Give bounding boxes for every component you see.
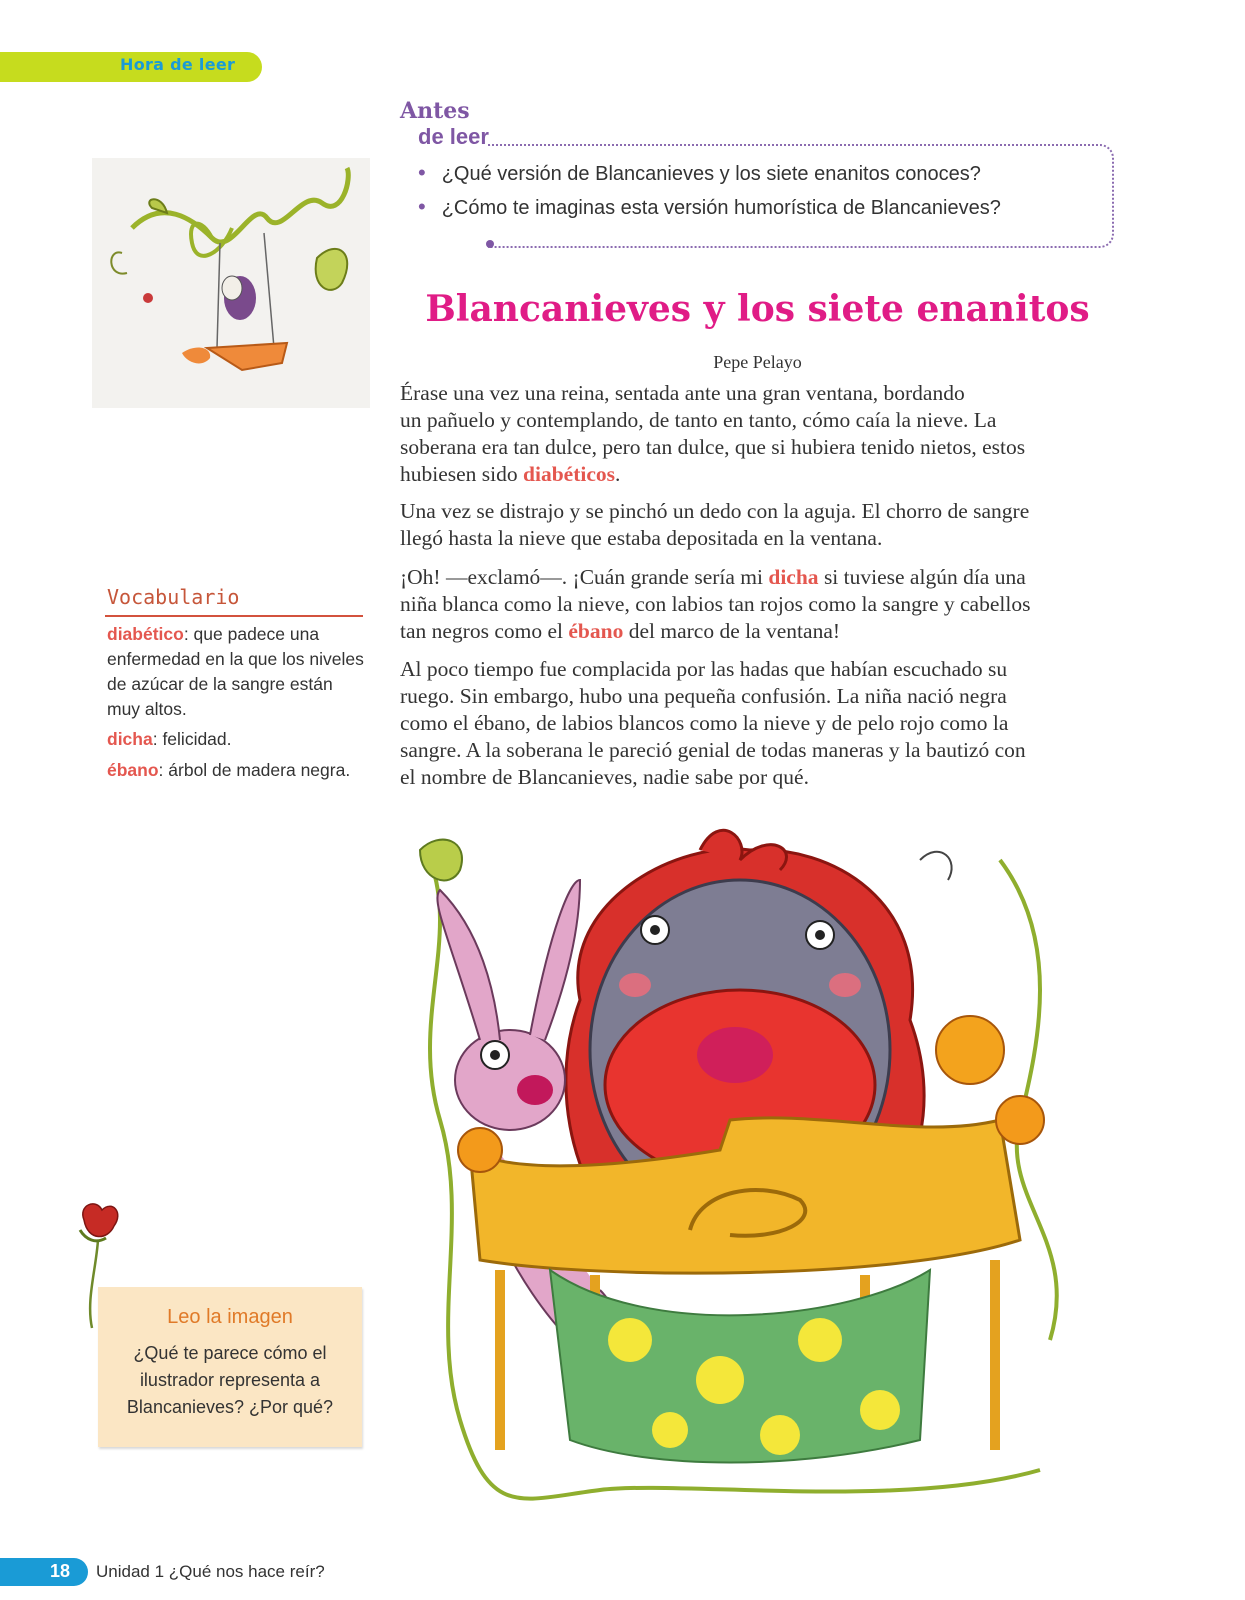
- question-item: • ¿Cómo te imaginas esta versión humorística de Blancanieves?: [418, 194, 1001, 219]
- story-paragraph-2: Una vez se distrajo y se pinchó un dedo con la aguja. El chorro de sangre llegó hasta la nieve que estaba depositada en la ventana.: [400, 499, 1030, 550]
- unit-label: Unidad 1 ¿Qué nos hace reír?: [96, 1562, 325, 1581]
- vocabulary-entry: diabético: que padece una enfermedad en la que los niveles de azúcar de la sangre están muy altos.: [107, 624, 364, 719]
- story-paragraph-3: ¡Oh! —exclamó—. ¡Cuán grande sería mi dicha si tuviese algún día una niña blanca como la nieve, con labios tan rojos como la sangre y cabellos tan negros como el ébano del marco de la ventana!: [400, 565, 1031, 643]
- story-paragraph-4: Al poco tiempo fue complacida por las hadas que habían escuchado su ruego. Sin embargo, hubo una pequeña confusión. La niña nació negra como el ébano, de labios blancos como la nieve y de pelo rojo como la sangre. A la soberana le pareció genial de todas maneras y la bautizó con el nombre de Blancanieves, nadie sabe por qué.: [400, 657, 1026, 789]
- image-prompt-text: ¿Qué te parece cómo el ilustrador representa a Blancanieves? ¿Por qué?: [126, 1343, 334, 1417]
- page-number: 18: [50, 1561, 71, 1581]
- image-prompt-title: Leo la imagen: [167, 1306, 293, 1328]
- question-item: • ¿Qué versión de Blancanieves y los siete enanitos conoces?: [418, 160, 981, 185]
- before-reading-heading: Antes: [400, 98, 470, 124]
- story-author: Pepe Pelayo: [713, 352, 802, 372]
- vocabulary-entry: dicha: felicidad.: [107, 729, 232, 749]
- vocab-highlight: ébano: [568, 619, 624, 643]
- vocab-highlight: diabéticos: [523, 462, 616, 486]
- divider: [105, 615, 363, 617]
- section-label: Hora de leer: [120, 55, 236, 74]
- swing-illustration: [92, 158, 370, 408]
- bullet-dot: [486, 240, 494, 248]
- page-number-tab: [0, 1558, 88, 1586]
- vocabulary-entry: ébano: árbol de madera negra.: [107, 760, 351, 780]
- snow-white-illustration: [400, 820, 1100, 1510]
- story-title: Blancanieves y los siete enanitos: [425, 288, 1090, 330]
- before-reading-subheading: de leer: [418, 124, 489, 149]
- story-paragraph-1: Érase una vez una reina, sentada ante una gran ventana, bordando un pañuelo y contemplando, de tanto en tanto, cómo caía la nieve. La soberana era tan dulce, pero tan dulce, que si hubiera tenido nietos, estos hubiesen sido diabéticos.: [400, 381, 1026, 486]
- vocab-highlight: dicha: [768, 565, 819, 589]
- vocabulary-title: Vocabulario: [107, 585, 240, 609]
